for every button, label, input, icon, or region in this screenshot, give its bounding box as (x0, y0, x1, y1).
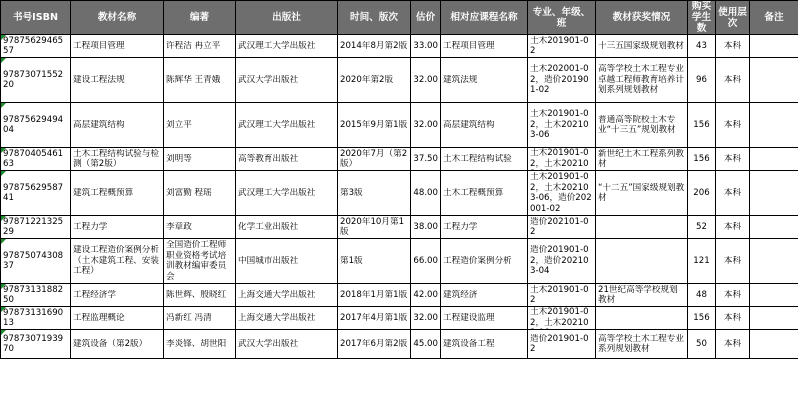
cell-text: 十三五国家级规划教材 (598, 40, 684, 51)
cell-text: 土木工程结构试验与检测（第2版） (73, 148, 159, 169)
cell-text: 土木201901-02，土木20210 (530, 148, 589, 169)
cell-edition[interactable] (338, 239, 411, 284)
cell-awards[interactable] (596, 171, 688, 216)
table-row (1, 239, 798, 284)
cell-publisher[interactable] (236, 148, 338, 171)
cell-price[interactable] (411, 216, 441, 239)
cell-text: 新世纪土木工程系列教材 (598, 148, 684, 169)
comment-indicator-icon (1, 239, 6, 244)
cell-isbn[interactable] (1, 148, 71, 171)
cell-publisher[interactable] (236, 239, 338, 284)
cell-text: 本科 (723, 338, 742, 349)
cell-isbn[interactable] (1, 284, 71, 307)
cell-student-count[interactable] (688, 35, 716, 58)
cell-text: 66.00 (413, 255, 438, 266)
cell-remarks[interactable] (750, 284, 798, 307)
cell-text: 建筑经济 (443, 289, 478, 300)
cell-text: 工程监理概论 (73, 312, 125, 323)
cell-major-class[interactable] (528, 35, 596, 58)
cell-publisher[interactable] (236, 171, 338, 216)
cell-remarks[interactable] (750, 330, 798, 359)
cell-author[interactable] (164, 58, 236, 103)
cell-text: 48 (696, 289, 707, 300)
cell-text: 9787562946557 (3, 35, 64, 56)
header-textbook-name[interactable]: 教材名称 (71, 1, 164, 35)
cell-text: 32.00 (413, 312, 438, 323)
cell-text: 2018年1月第1版 (340, 289, 408, 300)
cell-text: 武汉理工大学出版社 (238, 40, 316, 51)
cell-author[interactable] (164, 171, 236, 216)
cell-text: 建设工程造价案例分析（土木建筑工程、安装工程） (73, 245, 159, 277)
cell-major-class[interactable] (528, 58, 596, 103)
cell-textbook-name[interactable] (71, 171, 164, 216)
cell-major-class[interactable] (528, 103, 596, 148)
cell-textbook-name[interactable] (71, 58, 164, 103)
cell-edition[interactable] (338, 330, 411, 359)
cell-author[interactable] (164, 284, 236, 307)
cell-text: 33.00 (413, 40, 438, 51)
header-price[interactable]: 估价 (411, 1, 441, 35)
cell-text: 32.00 (413, 119, 438, 130)
header-isbn[interactable]: 书号ISBN (1, 1, 71, 35)
cell-text: 本科 (723, 255, 742, 266)
cell-text: 43 (696, 40, 707, 51)
cell-text: 48.00 (413, 187, 438, 198)
comment-indicator-icon (1, 148, 6, 153)
cell-text: 2020年10月第1版 (340, 216, 405, 237)
cell-student-count[interactable] (688, 216, 716, 239)
cell-textbook-name[interactable] (71, 284, 164, 307)
cell-student-count[interactable] (688, 171, 716, 216)
cell-text: 高等学校土木工程专业卓越工程师教育培养计划系列规划教材 (598, 64, 684, 96)
cell-text: 2014年8月第2版 (340, 40, 408, 51)
cell-text: 第3版 (340, 187, 363, 198)
cell-remarks[interactable] (750, 171, 798, 216)
cell-level[interactable] (716, 239, 750, 284)
table-row (1, 35, 798, 58)
cell-awards[interactable] (596, 307, 688, 330)
cell-price[interactable] (411, 35, 441, 58)
header-major-class[interactable]: 专业、年级、班 (528, 1, 596, 35)
cell-text: 工程力学 (443, 221, 478, 232)
comment-indicator-icon (1, 307, 6, 312)
cell-major-class[interactable] (528, 307, 596, 330)
cell-text: 建筑法规 (443, 74, 478, 85)
cell-text: 52 (696, 221, 707, 232)
cell-text: 上海交通大学出版社 (238, 312, 316, 323)
cell-remarks[interactable] (750, 148, 798, 171)
cell-text: 本科 (723, 153, 742, 164)
cell-text: 建筑工程概预算 (73, 187, 134, 198)
cell-text: 37.50 (413, 153, 438, 164)
header-awards[interactable]: 教材获奖情况 (596, 1, 688, 35)
comment-indicator-icon (1, 171, 6, 176)
cell-price[interactable] (411, 103, 441, 148)
cell-isbn[interactable] (1, 171, 71, 216)
cell-text: 9787313188250 (3, 284, 64, 305)
cell-text: 建设工程法规 (73, 74, 125, 85)
cell-awards[interactable] (596, 330, 688, 359)
cell-textbook-name[interactable] (71, 330, 164, 359)
cell-author[interactable] (164, 103, 236, 148)
cell-text: 206 (693, 187, 710, 198)
cell-price[interactable] (411, 148, 441, 171)
cell-publisher[interactable] (236, 216, 338, 239)
cell-text: 工程力学 (73, 221, 108, 232)
cell-price[interactable] (411, 330, 441, 359)
cell-isbn[interactable] (1, 239, 71, 284)
cell-isbn[interactable] (1, 103, 71, 148)
cell-edition[interactable] (338, 35, 411, 58)
cell-major-class[interactable] (528, 216, 596, 239)
cell-text: 9787122132529 (3, 216, 64, 237)
cell-text: 9787507430837 (3, 250, 64, 271)
cell-text: 工程造价案例分析 (443, 255, 512, 266)
header-edition[interactable]: 时间、版次 (338, 1, 411, 35)
cell-text: 50 (696, 338, 707, 349)
cell-text: 造价202101-02 (530, 216, 589, 237)
cell-course[interactable] (441, 58, 528, 103)
cell-text: 45.00 (413, 338, 438, 349)
cell-course[interactable] (441, 171, 528, 216)
cell-text: 38.00 (413, 221, 438, 232)
cell-text: 2017年6月第2版 (340, 338, 408, 349)
cell-text: 李炎锋、胡世阳 (166, 338, 227, 349)
cell-text: 中国城市出版社 (238, 255, 299, 266)
header-row (1, 1, 798, 35)
cell-text: 刘富勤 程瑶 (166, 187, 212, 198)
cell-text: 156 (693, 119, 710, 130)
cell-isbn[interactable] (1, 307, 71, 330)
cell-textbook-name[interactable] (71, 307, 164, 330)
cell-text: 9787040546163 (3, 148, 64, 169)
header-publisher[interactable]: 出版社 (236, 1, 338, 35)
cell-text: 陈辉华 王青娥 (166, 74, 221, 85)
cell-textbook-name[interactable] (71, 216, 164, 239)
cell-author[interactable] (164, 35, 236, 58)
cell-text: 156 (693, 312, 710, 323)
cell-author[interactable] (164, 239, 236, 284)
cell-text: 武汉大学出版社 (238, 338, 299, 349)
cell-student-count[interactable] (688, 284, 716, 307)
cell-level[interactable] (716, 284, 750, 307)
cell-textbook-name[interactable] (71, 35, 164, 58)
cell-text: 土木202001-02，造价201901-02 (530, 64, 589, 96)
cell-text: 工程经济学 (73, 289, 116, 300)
cell-text: 武汉理工大学出版社 (238, 119, 316, 130)
cell-awards[interactable] (596, 216, 688, 239)
cell-awards[interactable] (596, 35, 688, 58)
cell-text: 许程洁 冉立平 (166, 40, 221, 51)
table-row (1, 216, 798, 239)
cell-publisher[interactable] (236, 330, 338, 359)
cell-edition[interactable] (338, 103, 411, 148)
table-row (1, 330, 798, 359)
cell-text: 冯新红 冯清 (166, 312, 212, 323)
cell-remarks[interactable] (750, 103, 798, 148)
cell-text: 普通高等院校土木专业“十三五”规划教材 (598, 114, 676, 135)
cell-course[interactable] (441, 216, 528, 239)
comment-indicator-icon (1, 284, 6, 289)
cell-text: 高等学校土木工程专业系列规划教材 (598, 333, 684, 354)
cell-level[interactable] (716, 216, 750, 239)
cell-text: 96 (696, 74, 707, 85)
cell-text: 本科 (723, 74, 742, 85)
cell-isbn[interactable] (1, 216, 71, 239)
cell-student-count[interactable] (688, 103, 716, 148)
cell-text: 刘立平 (166, 119, 192, 130)
cell-text: 9787313169013 (3, 307, 64, 328)
cell-text: 造价201901-02 (530, 333, 589, 354)
cell-price[interactable] (411, 58, 441, 103)
cell-text: 2020年7月（第2版） (340, 148, 408, 169)
cell-text: 全国造价工程师职业资格考试培训教材编审委员会 (166, 240, 227, 282)
cell-text: 156 (693, 153, 710, 164)
cell-text: 本科 (723, 187, 742, 198)
cell-level[interactable] (716, 171, 750, 216)
cell-awards[interactable] (596, 103, 688, 148)
cell-major-class[interactable] (528, 239, 596, 284)
cell-awards[interactable] (596, 284, 688, 307)
cell-price[interactable] (411, 171, 441, 216)
cell-text: 32.00 (413, 74, 438, 85)
cell-student-count[interactable] (688, 148, 716, 171)
cell-author[interactable] (164, 307, 236, 330)
cell-major-class[interactable] (528, 171, 596, 216)
header-student-count[interactable]: 购买学生数 (688, 1, 716, 35)
comment-indicator-icon (1, 35, 6, 40)
cell-student-count[interactable] (688, 330, 716, 359)
cell-remarks[interactable] (750, 58, 798, 103)
cell-text: 本科 (723, 289, 742, 300)
cell-author[interactable] (164, 148, 236, 171)
header-course[interactable]: 相对应课程名称 (441, 1, 528, 35)
cell-text: 21世纪高等学校规划教材 (598, 284, 678, 305)
cell-text: “十二五”国家级规划教材 (598, 182, 685, 203)
cell-major-class[interactable] (528, 330, 596, 359)
cell-text: 本科 (723, 312, 742, 323)
cell-course[interactable] (441, 284, 528, 307)
cell-text: 工程建设监理 (443, 312, 495, 323)
cell-edition[interactable] (338, 307, 411, 330)
comment-indicator-icon (1, 58, 6, 63)
table-row (1, 307, 798, 330)
cell-text: 李章政 (166, 221, 192, 232)
cell-edition[interactable] (338, 171, 411, 216)
cell-text: 土木201901-02 (530, 284, 589, 305)
cell-text: 高层建筑结构 (443, 119, 495, 130)
cell-text: 土木201901-02，土木20210 (530, 307, 589, 328)
cell-edition[interactable] (338, 216, 411, 239)
cell-course[interactable] (441, 35, 528, 58)
cell-edition[interactable] (338, 58, 411, 103)
cell-publisher[interactable] (236, 307, 338, 330)
header-remarks[interactable]: 备注 (750, 1, 798, 35)
cell-text: 土木工程结构试验 (443, 153, 512, 164)
header-author[interactable]: 编著 (164, 1, 236, 35)
cell-course[interactable] (441, 307, 528, 330)
table-row (1, 103, 798, 148)
cell-text: 土木工程概预算 (443, 187, 504, 198)
cell-text: 9787307155220 (3, 69, 64, 90)
cell-text: 本科 (723, 119, 742, 130)
header-level[interactable]: 使用层次 (716, 1, 750, 35)
cell-text: 刘明等 (166, 153, 192, 164)
cell-publisher[interactable] (236, 284, 338, 307)
cell-awards[interactable] (596, 148, 688, 171)
cell-awards[interactable] (596, 239, 688, 284)
cell-text: 土木201901-02，土木202103-06 (530, 109, 589, 141)
cell-textbook-name[interactable] (71, 148, 164, 171)
cell-course[interactable] (441, 330, 528, 359)
cell-text: 42.00 (413, 289, 438, 300)
cell-text: 工程项目管理 (443, 40, 495, 51)
cell-text: 化学工业出版社 (238, 221, 299, 232)
cell-course[interactable] (441, 148, 528, 171)
cell-awards[interactable] (596, 58, 688, 103)
cell-remarks[interactable] (750, 35, 798, 58)
cell-text: 造价201901-02，造价202103-04 (530, 245, 589, 277)
cell-isbn[interactable] (1, 58, 71, 103)
cell-price[interactable] (411, 239, 441, 284)
comment-indicator-icon (1, 103, 6, 108)
cell-edition[interactable] (338, 148, 411, 171)
cell-text: 本科 (723, 221, 742, 232)
comment-indicator-icon (1, 330, 6, 335)
cell-text: 高等教育出版社 (238, 153, 299, 164)
cell-level[interactable] (716, 35, 750, 58)
cell-text: 工程项目管理 (73, 40, 125, 51)
cell-text: 上海交通大学出版社 (238, 289, 316, 300)
cell-remarks[interactable] (750, 216, 798, 239)
cell-publisher[interactable] (236, 103, 338, 148)
cell-textbook-name[interactable] (71, 239, 164, 284)
cell-major-class[interactable] (528, 148, 596, 171)
table-row (1, 284, 798, 307)
cell-isbn[interactable] (1, 330, 71, 359)
cell-publisher[interactable] (236, 35, 338, 58)
table-row (1, 58, 798, 103)
cell-text: 第1版 (340, 255, 363, 266)
cell-text: 武汉理工大学出版社 (238, 187, 316, 198)
cell-text: 121 (693, 255, 710, 266)
cell-isbn[interactable] (1, 35, 71, 58)
cell-text: 9787562958741 (3, 182, 64, 203)
cell-student-count[interactable] (688, 239, 716, 284)
cell-text: 9787562949404 (3, 114, 64, 135)
cell-level[interactable] (716, 103, 750, 148)
cell-remarks[interactable] (750, 239, 798, 284)
cell-price[interactable] (411, 307, 441, 330)
cell-publisher[interactable] (236, 58, 338, 103)
cell-student-count[interactable] (688, 307, 716, 330)
cell-level[interactable] (716, 148, 750, 171)
cell-text: 陈世辉、殷晓红 (166, 289, 227, 300)
cell-level[interactable] (716, 307, 750, 330)
cell-textbook-name[interactable] (71, 103, 164, 148)
table-row (1, 171, 798, 216)
cell-price[interactable] (411, 284, 441, 307)
cell-text: 武汉大学出版社 (238, 74, 299, 85)
cell-student-count[interactable] (688, 58, 716, 103)
cell-text: 高层建筑结构 (73, 119, 125, 130)
cell-author[interactable] (164, 330, 236, 359)
cell-text: 本科 (723, 40, 742, 51)
cell-text: 2015年9月第1版 (340, 119, 408, 130)
cell-edition[interactable] (338, 284, 411, 307)
cell-text: 2020年第2版 (340, 74, 394, 85)
cell-remarks[interactable] (750, 307, 798, 330)
table-row (1, 148, 798, 171)
cell-text: 土木201901-02 (530, 35, 589, 56)
cell-level[interactable] (716, 58, 750, 103)
cell-course[interactable] (441, 239, 528, 284)
cell-text: 2017年4月第1版 (340, 312, 408, 323)
cell-author[interactable] (164, 216, 236, 239)
cell-text: 9787307193970 (3, 333, 64, 354)
cell-level[interactable] (716, 330, 750, 359)
cell-text: 建筑设备（第2版） (73, 338, 148, 349)
cell-text: 土木201901-02，土木202103-06，造价202001-02 (530, 172, 592, 214)
cell-major-class[interactable] (528, 284, 596, 307)
comment-indicator-icon (1, 216, 6, 221)
cell-text: 建筑设备工程 (443, 338, 495, 349)
cell-course[interactable] (441, 103, 528, 148)
